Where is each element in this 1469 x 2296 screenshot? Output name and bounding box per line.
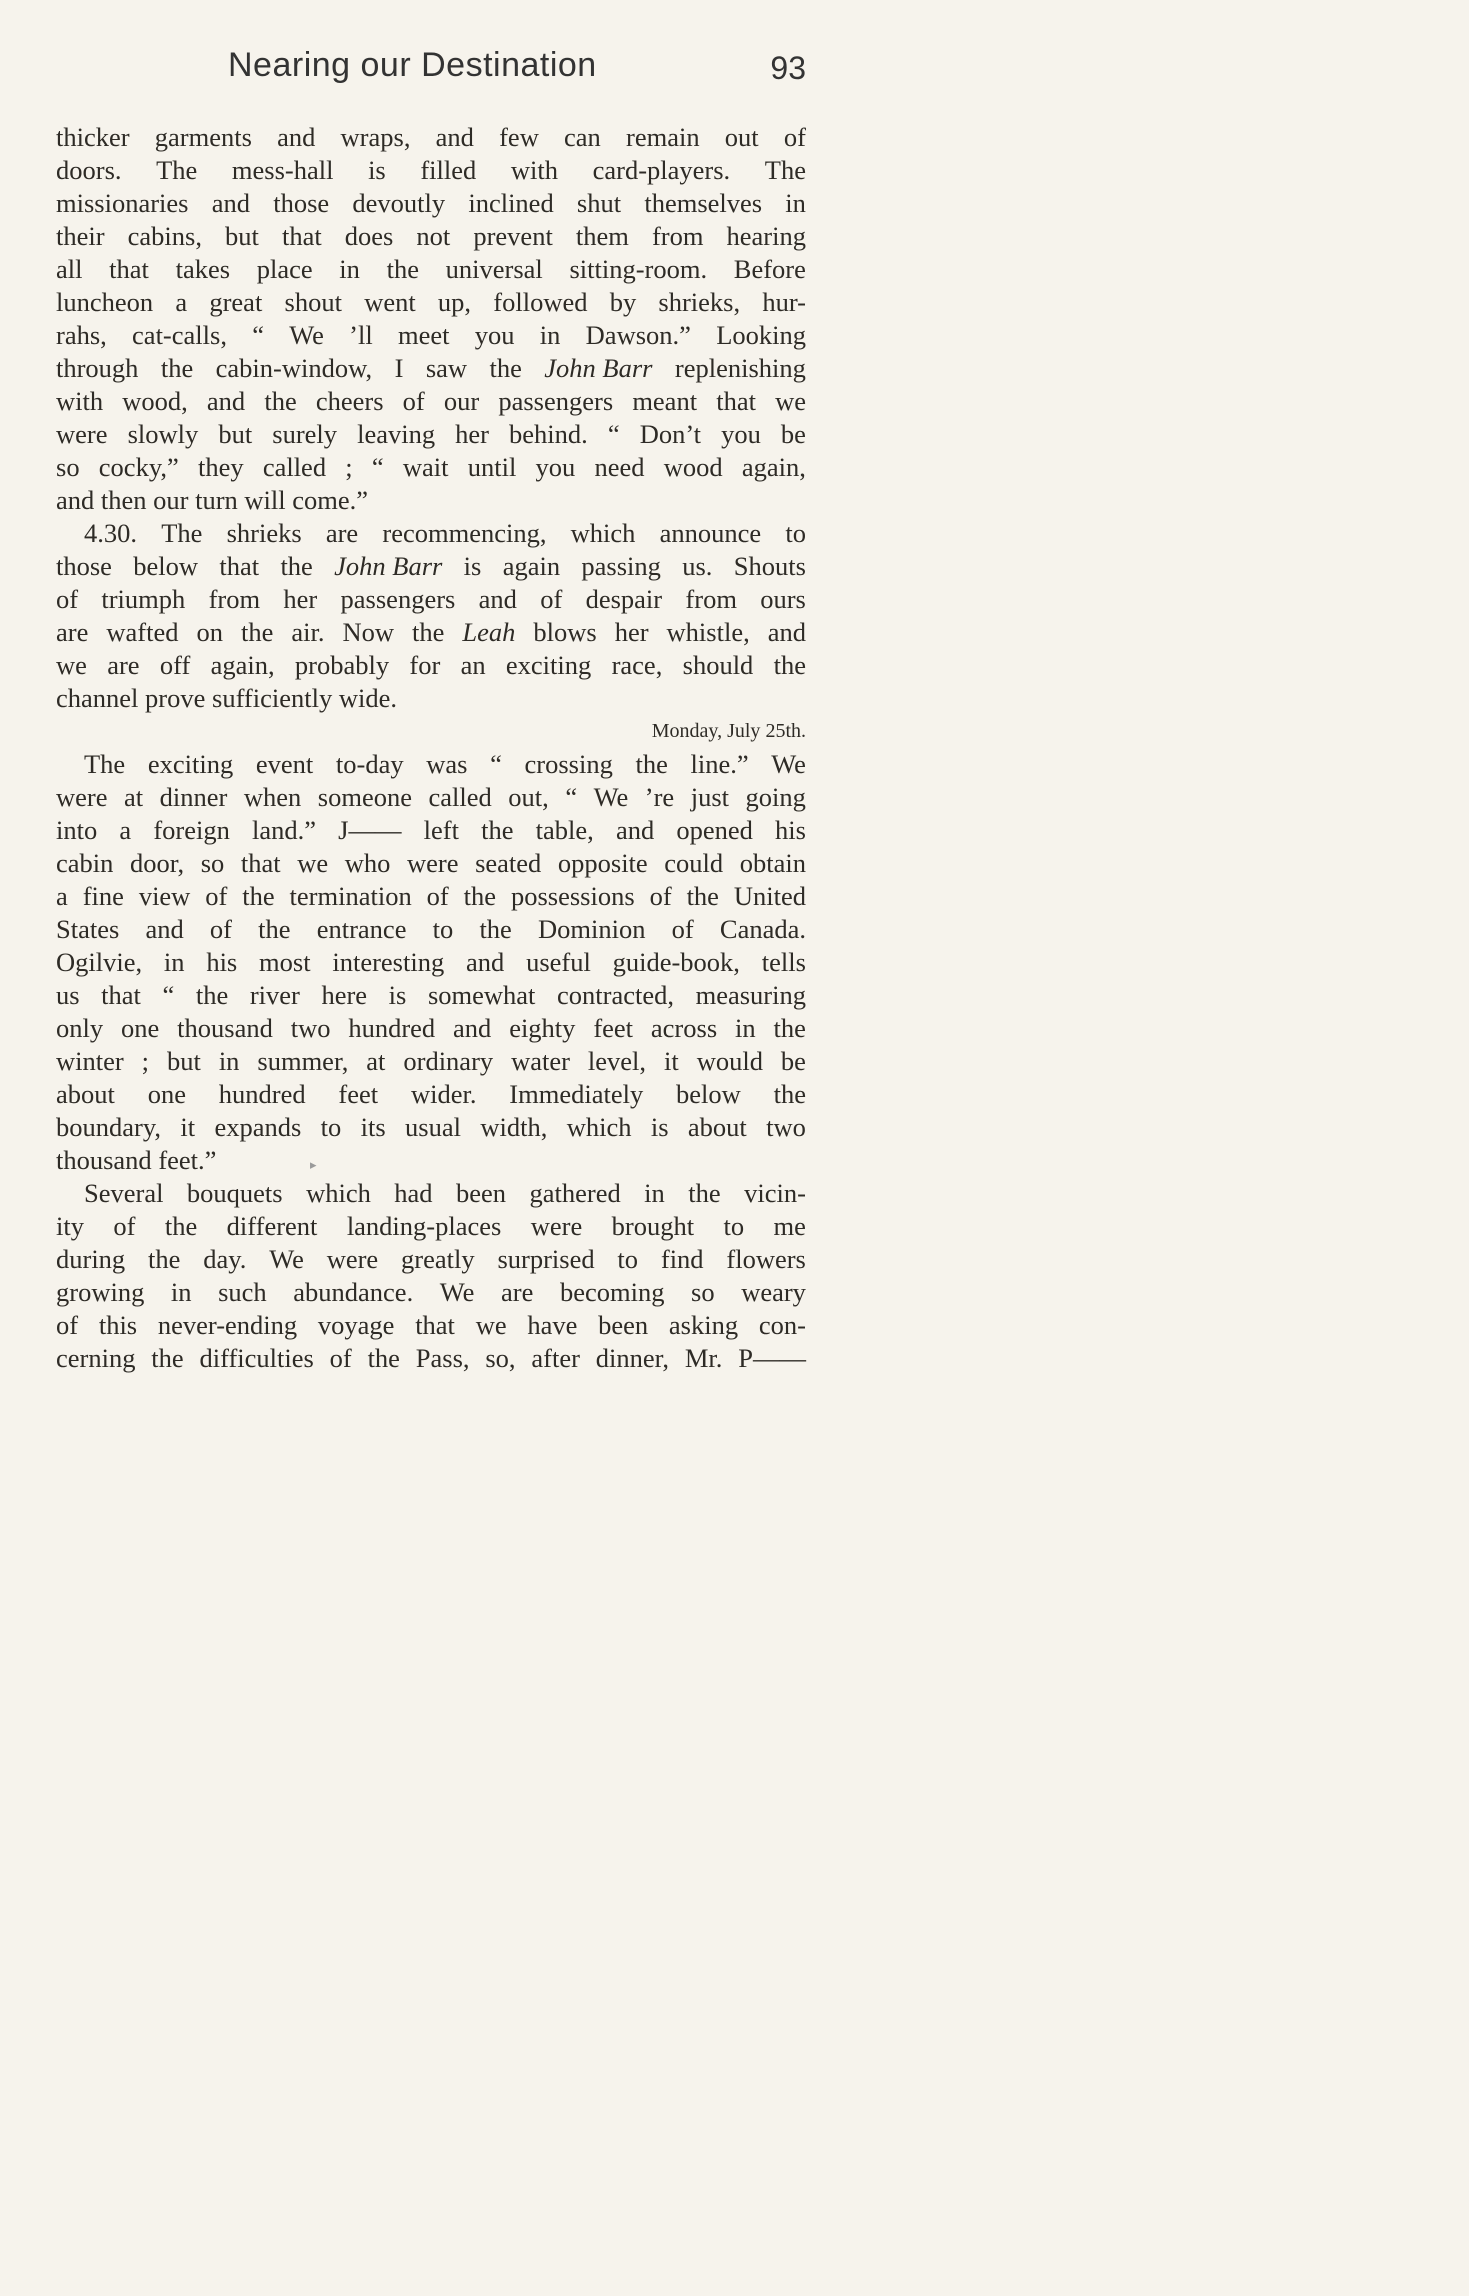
text-line: with wood, and the cheers of our passengers meant that we bbox=[56, 386, 806, 416]
text-line: and then our turn will come.” bbox=[56, 485, 369, 515]
running-title: Nearing our Destination bbox=[228, 46, 597, 84]
text-line: cerning the difficulties of the Pass, so, after dinner, Mr. P—— bbox=[56, 1343, 806, 1373]
text-line: missionaries and those devoutly inclined shut themselves in bbox=[56, 188, 806, 218]
dateline: Monday, July 25th. bbox=[651, 720, 806, 742]
text-line: Several bouquets which had been gathered in the vicin- bbox=[84, 1178, 806, 1208]
text-line: channel prove sufficiently wide. bbox=[56, 683, 397, 713]
text-line: States and of the entrance to the Dominion of Canada. bbox=[56, 914, 806, 944]
text-line: their cabins, but that does not prevent them from hearing bbox=[56, 221, 806, 251]
page-number: 93 bbox=[770, 50, 806, 86]
text-line: were slowly but surely leaving her behind. “ Don’t you be bbox=[56, 419, 806, 449]
text-line: boundary, it expands to its usual width, which is about two bbox=[56, 1112, 806, 1142]
text-line: rahs, cat-calls, “ We ’ll meet you in Dawson.” Looking bbox=[56, 320, 806, 350]
running-header bbox=[56, 44, 806, 94]
text-line: luncheon a great shout went up, followed by shrieks, hur- bbox=[56, 287, 806, 317]
text-line: doors. The mess-hall is filled with card-players. The bbox=[56, 155, 806, 185]
text-line: of triumph from her passengers and of despair from ours bbox=[56, 584, 806, 614]
text-line: Ogilvie, in his most interesting and useful guide-book, tells bbox=[56, 947, 806, 977]
text-line: cabin door, so that we who were seated opposite could obtain bbox=[56, 848, 806, 878]
text-line: thicker garments and wraps, and few can remain out of bbox=[56, 122, 806, 152]
text-line: winter ; but in summer, at ordinary water level, it would be bbox=[56, 1046, 806, 1076]
text-line: so cocky,” they called ; “ wait until you need wood again, bbox=[56, 452, 806, 482]
text-line: through the cabin-window, I saw the John Barr replenishing bbox=[56, 353, 806, 383]
text-line: were at dinner when someone called out, “ We ’re just going bbox=[56, 782, 806, 812]
text-line: thousand feet.” bbox=[56, 1145, 217, 1175]
text-line: of this never-ending voyage that we have been asking con- bbox=[56, 1310, 806, 1340]
text-line: those below that the John Barr is again passing us. Shouts bbox=[56, 551, 806, 581]
text-line: us that “ the river here is somewhat contracted, measuring bbox=[56, 980, 806, 1010]
text-line: all that takes place in the universal sitting-room. Before bbox=[56, 254, 806, 284]
text-line: into a foreign land.” J—— left the table, and opened his bbox=[56, 815, 806, 845]
text-line: only one thousand two hundred and eighty feet across in the bbox=[56, 1013, 806, 1043]
ink-smudge-icon: ▸ bbox=[310, 1158, 317, 1173]
text-line: The exciting event to-day was “ crossing the line.” We bbox=[84, 749, 806, 779]
text-line: about one hundred feet wider. Immediately below the bbox=[56, 1079, 806, 1109]
text-line: growing in such abundance. We are becoming so weary bbox=[56, 1277, 806, 1307]
body-text bbox=[56, 121, 806, 1375]
text-line: ity of the different landing-places were brought to me bbox=[56, 1211, 806, 1241]
text-line: are wafted on the air. Now the Leah blows her whistle, and bbox=[56, 617, 806, 647]
text-line: during the day. We were greatly surprised to find flowers bbox=[56, 1244, 806, 1274]
text-line: a fine view of the termination of the possessions of the United bbox=[56, 881, 806, 911]
book-page bbox=[0, 0, 1003, 1568]
text-line: we are off again, probably for an exciting race, should the bbox=[56, 650, 806, 680]
text-line: 4.30. The shrieks are recommencing, which announce to bbox=[84, 518, 806, 548]
